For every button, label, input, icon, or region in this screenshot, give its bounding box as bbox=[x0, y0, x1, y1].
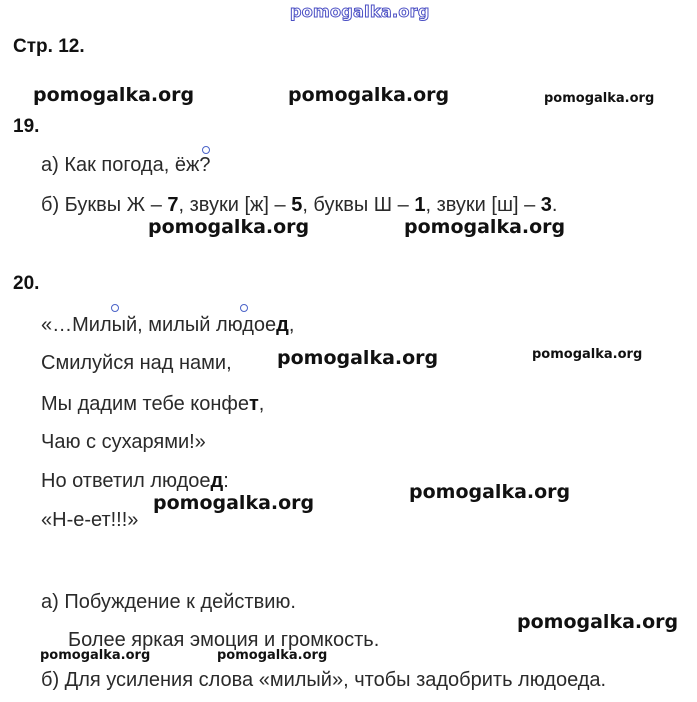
watermark: pomogalka.org bbox=[217, 648, 328, 663]
watermark: pomogalka.org bbox=[153, 492, 315, 514]
poem-line: «…Милый, милый людоед, bbox=[41, 314, 295, 336]
poem-line: Но ответил людоед: bbox=[41, 470, 229, 492]
stress-mark bbox=[111, 304, 119, 312]
watermark: pomogalka.org bbox=[148, 216, 310, 238]
watermark: pomogalka.org bbox=[544, 91, 655, 106]
poem-line: Чаю с сухарями!» bbox=[41, 431, 206, 453]
task-20-answer-b: б) Для усиления слова «милый», чтобы задобрить людоеда. bbox=[41, 669, 607, 691]
watermark: pomogalka.org bbox=[517, 611, 679, 633]
poem-line: «Н-е-ет!!!» bbox=[41, 509, 139, 531]
poem-line: Мы дадим тебе конфет, bbox=[41, 393, 265, 415]
task-19-answer-a: а) Как погода, ёж? bbox=[41, 154, 211, 176]
watermark: pomogalka.org bbox=[277, 347, 439, 369]
watermark: pomogalka.org bbox=[409, 481, 571, 503]
task-20-number: 20. bbox=[13, 273, 40, 294]
watermark: pomogalka.org bbox=[532, 347, 643, 362]
top-watermark: pomogalka.org bbox=[290, 2, 430, 21]
stress-mark bbox=[240, 304, 248, 312]
watermark: pomogalka.org bbox=[288, 84, 450, 106]
task-19-number: 19. bbox=[13, 116, 40, 137]
watermark: pomogalka.org bbox=[40, 648, 151, 663]
task-20-answer-a: а) Побуждение к действию. bbox=[41, 591, 296, 613]
watermark: pomogalka.org bbox=[33, 84, 195, 106]
task-20-answer-a-note: Более яркая эмоция и громкость. bbox=[68, 629, 380, 651]
watermark: pomogalka.org bbox=[404, 216, 566, 238]
task-19-answer-b: б) Буквы Ж – 7, звуки [ж] – 5, буквы Ш – 1, звуки [ш] – 3. bbox=[41, 194, 558, 216]
page-label: Стр. 12. bbox=[13, 36, 85, 57]
poem-line: Смилуйся над нами, bbox=[41, 352, 232, 374]
